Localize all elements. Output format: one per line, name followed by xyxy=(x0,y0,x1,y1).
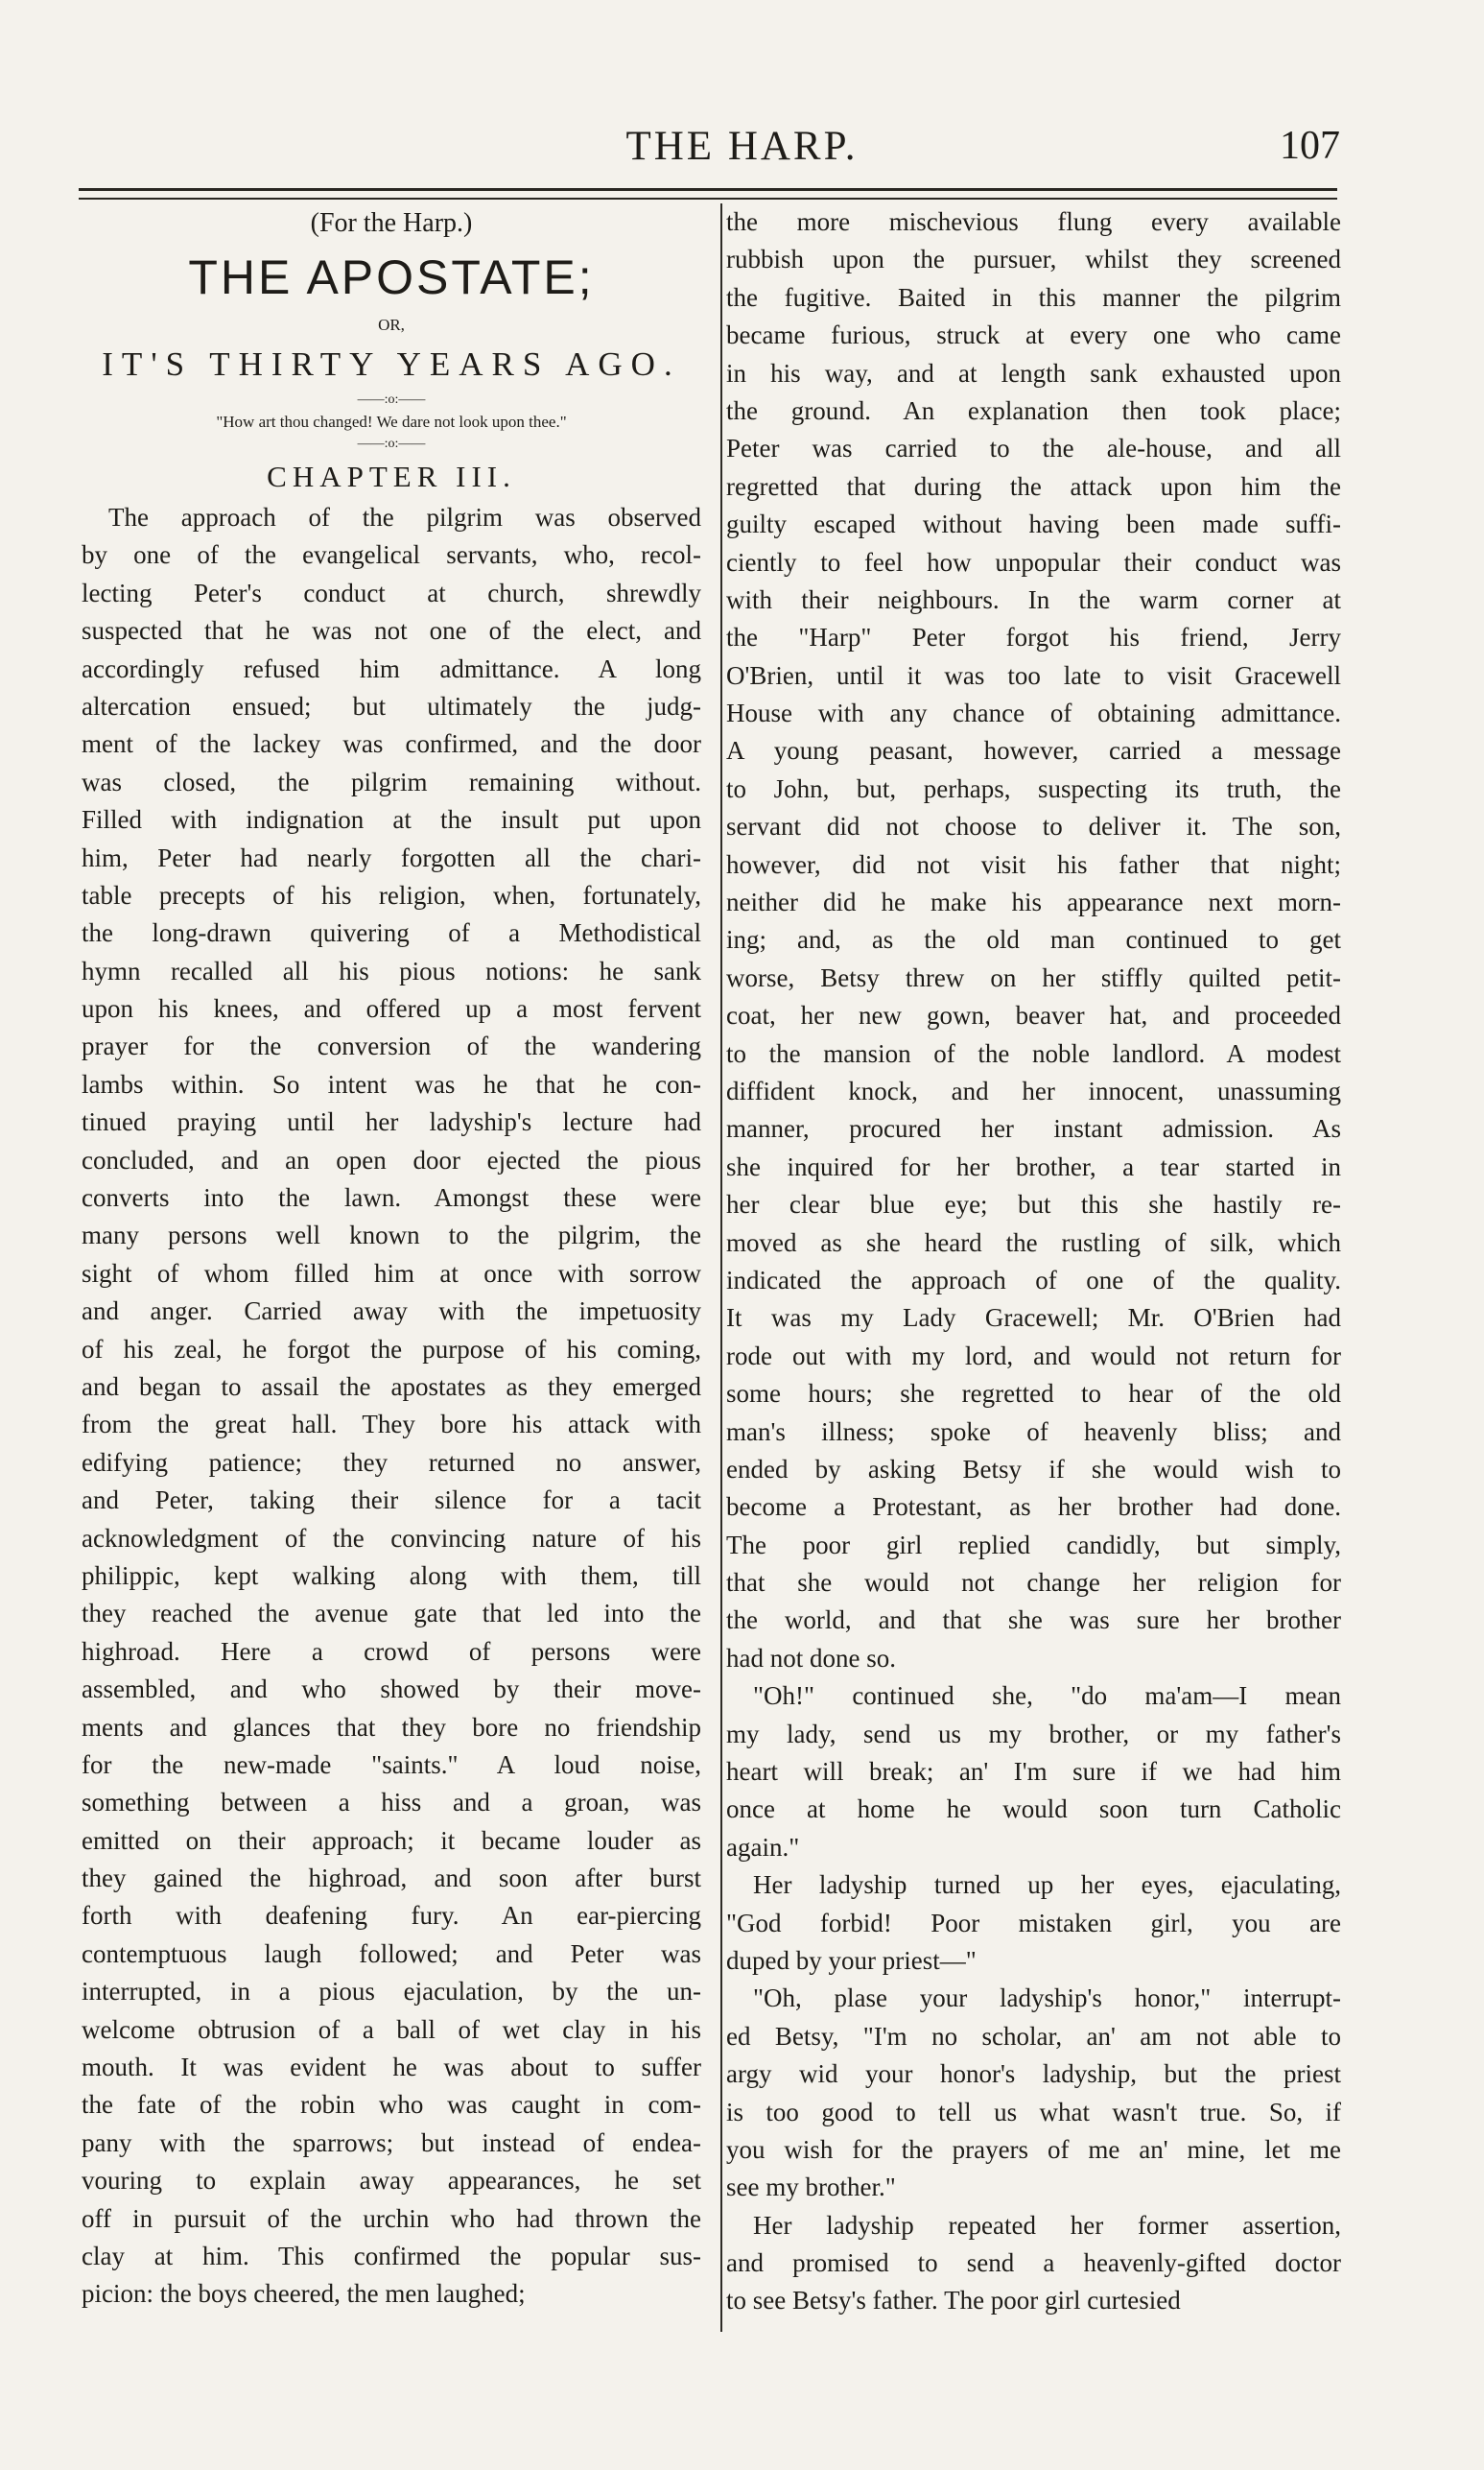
text-line: the fate of the robin who was caught in com- xyxy=(82,2090,701,2120)
text-line: argy wid your honor's ladyship, but the priest xyxy=(726,2059,1341,2089)
text-line: however, did not visit his father that night; xyxy=(726,849,1341,879)
text-line: the ground. An explanation then took place; xyxy=(726,395,1341,425)
text-line: O'Brien, until it was too late to visit Gracewell xyxy=(726,660,1341,690)
text-line: Filled with indignation at the insult put upon xyxy=(82,805,701,835)
text-line: in his way, and at length sank exhausted upon xyxy=(726,358,1341,388)
text-line: man's illness; spoke of heavenly bliss; and xyxy=(726,1416,1341,1446)
text-line: to John, but, perhaps, suspecting its truth, the xyxy=(726,773,1341,803)
text-line: the long-drawn quivering of a Methodistical xyxy=(82,918,701,948)
text-line: Peter was carried to the ale-house, and all xyxy=(726,434,1341,463)
text-line: him, Peter had nearly forgotten all the chari- xyxy=(82,843,701,872)
header-rule-thin xyxy=(79,198,1337,200)
text-line: diffident knock, and her innocent, unassuming xyxy=(726,1076,1341,1105)
text-line: duped by your priest—" xyxy=(726,1945,977,1975)
text-line: the world, and that she was sure her brother xyxy=(726,1605,1341,1635)
text-line: assembled, and who showed by their move- xyxy=(82,1674,701,1704)
text-line: had not done so. xyxy=(726,1643,896,1673)
article-credit: (For the Harp.) xyxy=(310,208,473,238)
text-line: and began to assail the apostates as they emerged xyxy=(82,1371,701,1401)
right-body-text xyxy=(726,203,1341,2320)
text-line: by one of the evangelical servants, who, recol- xyxy=(82,540,701,570)
text-line: rode out with my lord, and would not return for xyxy=(726,1341,1341,1370)
right-column xyxy=(726,203,1341,2320)
text-line: regretted that during the attack upon him the xyxy=(726,471,1341,501)
text-line: lecting Peter's conduct at church, shrewdly xyxy=(82,578,701,607)
text-line: and anger. Carried away with the impetuosity xyxy=(82,1296,701,1326)
text-line: suspected that he was not one of the elect, and xyxy=(82,616,701,646)
text-line: accordingly refused him admittance. A long xyxy=(82,653,701,683)
ornament-divider: ——:o:—— xyxy=(357,392,426,407)
text-line: worse, Betsy threw on her stiffly quilted petit- xyxy=(726,962,1341,992)
text-line: "Oh, plase your ladyship's honor," interrupt- xyxy=(753,1983,1341,2013)
text-line: "God forbid! Poor mistaken girl, you are xyxy=(726,1908,1341,1937)
text-line: prayer for the conversion of the wandering xyxy=(82,1032,701,1061)
text-line: pany with the sparrows; but instead of endea- xyxy=(82,2127,701,2157)
text-line: they gained the highroad, and soon after burst xyxy=(82,1864,701,1893)
text-line: ed Betsy, "I'm no scholar, an' am not able to xyxy=(726,2021,1341,2051)
text-line: became furious, struck at every one who came xyxy=(726,321,1341,350)
text-line: see my brother." xyxy=(726,2173,896,2202)
text-line: and promised to send a heavenly-gifted doctor xyxy=(726,2248,1341,2278)
text-line: forth with deafening fury. An ear-piercing xyxy=(82,1901,701,1931)
text-line: for the new-made "saints." A loud noise, xyxy=(82,1749,701,1779)
text-line: ended by asking Betsy if she would wish to xyxy=(726,1454,1341,1484)
text-line: edifying patience; they returned no answer, xyxy=(82,1447,701,1477)
text-line: table precepts of his religion, when, fortunately, xyxy=(82,880,701,910)
text-line: Her ladyship turned up her eyes, ejaculating, xyxy=(753,1870,1341,1900)
text-line: my lady, send us my brother, or my father's xyxy=(726,1719,1341,1748)
text-line: was closed, the pilgrim remaining without. xyxy=(82,767,701,796)
text-line: House with any chance of obtaining admittance. xyxy=(726,699,1341,728)
text-line: It was my Lady Gracewell; Mr. O'Brien had xyxy=(726,1303,1341,1333)
text-line: hymn recalled all his pious notions: he sank xyxy=(82,956,701,986)
text-line: the "Harp" Peter forgot his friend, Jerry xyxy=(726,623,1341,653)
text-line: the more mischevious flung every available xyxy=(726,207,1341,236)
text-line: and Peter, taking their silence for a tacit xyxy=(82,1485,701,1515)
text-line: upon his knees, and offered up a most fervent xyxy=(82,994,701,1024)
header-rule xyxy=(79,188,1337,191)
text-line: to the mansion of the noble landlord. A modest xyxy=(726,1038,1341,1068)
text-line: indicated the approach of one of the quality. xyxy=(726,1265,1341,1294)
text-line: clay at him. This confirmed the popular sus- xyxy=(82,2241,701,2270)
text-line: guilty escaped without having been made suffi- xyxy=(726,510,1341,539)
column-divider xyxy=(720,203,722,2332)
text-line: her clear blue eye; but this she hastily re- xyxy=(726,1190,1341,1220)
article-title: THE APOSTATE; xyxy=(188,250,595,304)
text-line: highroad. Here a crowd of persons were xyxy=(82,1636,701,1666)
text-line: is too good to tell us what wasn't true. So, if xyxy=(726,2097,1341,2126)
text-line: you wish for the prayers of me an' mine, let me xyxy=(726,2134,1341,2164)
text-line: many persons well known to the pilgrim, the xyxy=(82,1221,701,1250)
text-line: altercation ensued; but ultimately the judg- xyxy=(82,691,701,721)
text-line: servant did not choose to deliver it. The son, xyxy=(726,812,1341,842)
ornament-divider: ——:o:—— xyxy=(357,437,426,451)
running-title: THE HARP. xyxy=(625,124,859,169)
text-line: contemptuous laugh followed; and Peter was xyxy=(82,1938,701,1968)
page-number: 107 xyxy=(1280,124,1340,168)
text-line: to see Betsy's father. The poor girl curtesied xyxy=(726,2286,1181,2316)
text-line: emitted on their approach; it became louder as xyxy=(82,1825,701,1855)
text-line: mouth. It was evident he was about to suffer xyxy=(82,2053,701,2082)
text-line: manner, procured her instant admission. As xyxy=(726,1114,1341,1144)
epigraph: "How art thou changed! We dare not look upon thee." xyxy=(216,413,567,431)
text-line: moved as she heard the rustling of silk, which xyxy=(726,1227,1341,1257)
text-line: interrupted, in a pious ejaculation, by the un- xyxy=(82,1977,701,2007)
text-line: coat, her new gown, beaver hat, and proceeded xyxy=(726,1001,1341,1031)
text-line: rubbish upon the pursuer, whilst they screened xyxy=(726,245,1341,274)
text-line: sight of whom filled him at once with sorrow xyxy=(82,1258,701,1288)
text-line: A young peasant, however, carried a message xyxy=(726,736,1341,766)
text-line: neither did he make his appearance next morn- xyxy=(726,888,1341,917)
text-line: ing; and, as the old man continued to get xyxy=(726,925,1341,955)
left-body-text xyxy=(82,499,701,2314)
text-line: Her ladyship repeated her former assertion, xyxy=(753,2210,1341,2240)
text-line: from the great hall. They bore his attack with xyxy=(82,1410,701,1439)
page-header xyxy=(0,123,1484,180)
text-line: something between a hiss and a groan, was xyxy=(82,1788,701,1817)
text-line: The poor girl replied candidly, but simply, xyxy=(726,1530,1341,1559)
text-line: ments and glances that they bore no friendship xyxy=(82,1712,701,1742)
text-line: that she would not change her religion for xyxy=(726,1568,1341,1598)
text-line: lambs within. So intent was he that he con- xyxy=(82,1069,701,1099)
text-line: vouring to explain away appearances, he set xyxy=(82,2166,701,2196)
text-line: she inquired for her brother, a tear started in xyxy=(726,1152,1341,1181)
article-subtitle: IT'S THIRTY YEARS AGO. xyxy=(102,345,681,383)
text-line: some hours; she regretted to hear of the old xyxy=(726,1379,1341,1409)
text-line: once at home he would soon turn Catholic xyxy=(726,1794,1341,1824)
text-line: philippic, kept walking along with them, till xyxy=(82,1560,701,1590)
text-line: "Oh!" continued she, "do ma'am—I mean xyxy=(753,1681,1341,1711)
left-column xyxy=(82,203,701,2314)
text-line: of his zeal, he forgot the purpose of his coming, xyxy=(82,1334,701,1364)
text-line: picion: the boys cheered, the men laughed; xyxy=(82,2279,526,2309)
text-line: off in pursuit of the urchin who had thrown the xyxy=(82,2203,701,2233)
text-line: they reached the avenue gate that led into the xyxy=(82,1599,701,1628)
text-line: concluded, and an open door ejected the pious xyxy=(82,1145,701,1175)
title-conjunction: OR, xyxy=(378,316,405,334)
text-line: acknowledgment of the convincing nature of his xyxy=(82,1523,701,1553)
text-line: welcome obtrusion of a ball of wet clay in his xyxy=(82,2014,701,2044)
text-line: again." xyxy=(726,1832,800,1862)
chapter-heading: CHAPTER III. xyxy=(267,460,516,493)
text-line: become a Protestant, as her brother had done. xyxy=(726,1492,1341,1522)
text-line: with their neighbours. In the warm corner at xyxy=(726,584,1341,614)
text-line: The approach of the pilgrim was observed xyxy=(108,503,701,532)
text-line: tinued praying until her ladyship's lecture had xyxy=(82,1107,701,1137)
text-line: the fugitive. Baited in this manner the pilgrim xyxy=(726,282,1341,312)
text-line: heart will break; an' I'm sure if we had him xyxy=(726,1757,1341,1787)
text-line: ciently to feel how unpopular their conduct was xyxy=(726,547,1341,577)
text-line: ment of the lackey was confirmed, and the door xyxy=(82,729,701,759)
text-line: converts into the lawn. Amongst these were xyxy=(82,1183,701,1213)
